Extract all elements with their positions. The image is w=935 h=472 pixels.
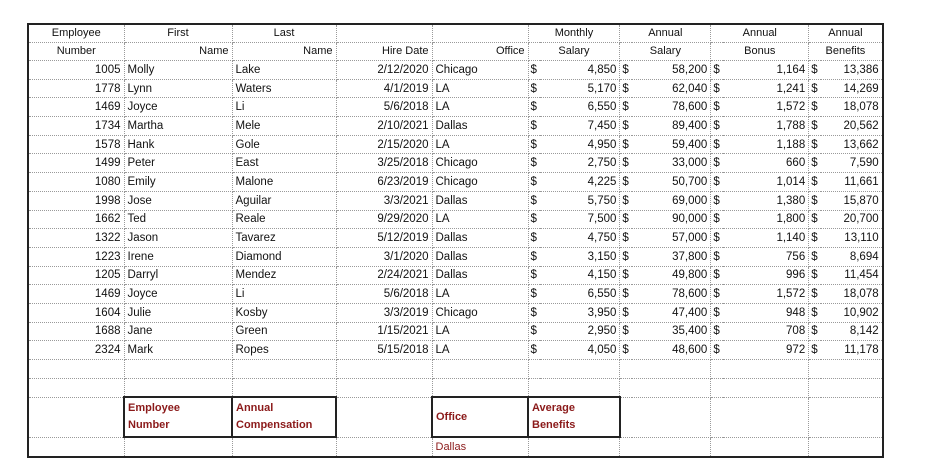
empty-cell[interactable] [809,437,883,457]
currency-sign: $ [620,285,632,304]
annual-compensation-label-line2: Compensation [236,419,313,432]
cell-bonus[interactable]: 1,241 [723,79,809,98]
cell-num[interactable]: 2324 [28,341,124,360]
cell-hire[interactable]: 2/10/2021 [336,117,432,136]
cell-monthly[interactable]: 4,150 [540,266,620,285]
cell-monthly[interactable]: 6,550 [540,98,620,117]
currency-sign: $ [809,98,821,117]
currency-sign: $ [528,173,540,192]
currency-sign: $ [620,229,632,248]
cell-monthly[interactable]: 7,500 [540,210,620,229]
header-last-name[interactable]: Last [232,24,336,43]
cell-bonus[interactable]: 1,380 [723,191,809,210]
currency-sign: $ [528,285,540,304]
currency-sign: $ [809,135,821,154]
cell-annual[interactable]: 50,700 [632,173,711,192]
currency-sign: $ [528,98,540,117]
table-row [28,266,883,285]
cell-last[interactable]: Reale [232,210,336,229]
annual-compensation-label[interactable] [232,397,336,437]
empty-cell[interactable] [28,397,124,437]
cell-office[interactable]: Dallas [432,229,528,248]
currency-sign: $ [711,266,723,285]
empty-cell[interactable] [28,378,124,397]
cell-benefits[interactable]: 13,662 [821,135,883,154]
cell-hire[interactable]: 5/12/2019 [336,229,432,248]
cell-annual[interactable]: 90,000 [632,210,711,229]
cell-benefits[interactable]: 10,902 [821,303,883,322]
cell-monthly[interactable]: 4,850 [540,61,620,80]
currency-sign: $ [809,154,821,173]
employee-number-label-line2: Number [128,419,170,432]
cell-last[interactable]: Tavarez [232,229,336,248]
cell-annual[interactable]: 78,600 [632,285,711,304]
cell-annual[interactable]: 47,400 [632,303,711,322]
cell-office[interactable]: LA [432,210,528,229]
cell-office[interactable]: LA [432,98,528,117]
currency-sign: $ [711,191,723,210]
cell-num[interactable]: 1322 [28,229,124,248]
header-first-name-2[interactable]: Name [124,43,232,61]
office-label[interactable]: Office [432,397,528,437]
currency-sign: $ [711,285,723,304]
currency-sign: $ [528,266,540,285]
currency-sign: $ [528,79,540,98]
table-row [28,154,883,173]
currency-sign: $ [711,229,723,248]
currency-sign: $ [711,247,723,266]
cell-bonus[interactable]: 1,788 [723,117,809,136]
empty-cell[interactable] [620,378,711,397]
currency-sign: $ [711,135,723,154]
cell-last[interactable]: Gole [232,135,336,154]
currency-sign: $ [620,322,632,341]
cell-hire[interactable]: 5/6/2018 [336,98,432,117]
cell-benefits[interactable]: 8,142 [821,322,883,341]
cell-monthly[interactable]: 5,170 [540,79,620,98]
cell-monthly[interactable]: 5,750 [540,191,620,210]
cell-benefits[interactable]: 15,870 [821,191,883,210]
cell-benefits[interactable]: 8,694 [821,247,883,266]
empty-cell[interactable] [232,360,336,379]
currency-sign: $ [809,266,821,285]
currency-sign: $ [528,117,540,136]
cell-hire[interactable]: 5/6/2018 [336,285,432,304]
cell-monthly[interactable]: 3,150 [540,247,620,266]
currency-sign: $ [711,341,723,360]
cell-annual[interactable]: 58,200 [632,61,711,80]
table-row [28,303,883,322]
empty-cell[interactable] [124,378,232,397]
currency-sign: $ [620,61,632,80]
empty-cell[interactable] [809,378,883,397]
cell-bonus[interactable]: 1,164 [723,61,809,80]
empty-cell[interactable] [28,360,124,379]
cell-office[interactable]: Dallas [432,247,528,266]
cell-last[interactable]: Li [232,98,336,117]
table-row [28,285,883,304]
cell-benefits[interactable]: 11,661 [821,173,883,192]
currency-sign: $ [809,303,821,322]
average-benefits-label-line1: Average [532,402,576,415]
empty-cell[interactable] [711,360,809,379]
cell-monthly[interactable]: 4,750 [540,229,620,248]
cell-num[interactable]: 1205 [28,266,124,285]
cell-benefits[interactable]: 11,454 [821,266,883,285]
empty-cell[interactable] [711,378,809,397]
header-monthly-salary-2[interactable]: Salary [528,43,620,61]
cell-hire[interactable]: 3/3/2019 [336,303,432,322]
currency-sign: $ [809,117,821,136]
cell-last[interactable]: Li [232,285,336,304]
cell-hire[interactable]: 3/3/2021 [336,191,432,210]
cell-first[interactable]: Mark [124,341,232,360]
cell-monthly[interactable]: 4,050 [540,341,620,360]
table-row [28,135,883,154]
cell-office[interactable]: Chicago [432,154,528,173]
cell-benefits[interactable]: 20,562 [821,117,883,136]
cell-office[interactable]: Dallas [432,266,528,285]
cell-bonus[interactable]: 660 [723,154,809,173]
currency-sign: $ [528,247,540,266]
currency-sign: $ [528,61,540,80]
cell-monthly[interactable]: 6,550 [540,285,620,304]
cell-bonus[interactable]: 1,188 [723,135,809,154]
cell-num[interactable]: 1469 [28,98,124,117]
header-first-name[interactable]: First [124,24,232,43]
currency-sign: $ [528,322,540,341]
empty-cell[interactable] [620,437,711,457]
cell-last[interactable]: East [232,154,336,173]
cell-annual[interactable]: 49,800 [632,266,711,285]
cell-first[interactable]: Darryl [124,266,232,285]
cell-first[interactable]: Irene [124,247,232,266]
empty-cell[interactable] [232,378,336,397]
currency-sign: $ [711,117,723,136]
cell-num[interactable]: 1223 [28,247,124,266]
cell-annual[interactable]: 33,000 [632,154,711,173]
cell-office[interactable]: Chicago [432,61,528,80]
header-row-bottom [28,43,883,61]
cell-annual[interactable]: 35,400 [632,322,711,341]
cell-benefits[interactable]: 14,269 [821,79,883,98]
cell-benefits[interactable]: 13,386 [821,61,883,80]
office-value-input[interactable]: Dallas [432,437,528,457]
header-annual-bonus-2[interactable]: Bonus [711,43,809,61]
cell-last[interactable]: Ropes [232,341,336,360]
cell-benefits[interactable]: 20,700 [821,210,883,229]
cell-first[interactable]: Joyce [124,285,232,304]
cell-num[interactable]: 1499 [28,154,124,173]
table-row [28,341,883,360]
annual-compensation-label-line1: Annual [236,402,274,415]
currency-sign: $ [711,322,723,341]
cell-office[interactable]: Chicago [432,173,528,192]
header-hire-date-2[interactable]: Hire Date [336,43,432,61]
cell-bonus[interactable]: 1,014 [723,173,809,192]
cell-annual[interactable]: 89,400 [632,117,711,136]
empty-cell[interactable] [232,437,336,457]
currency-sign: $ [528,135,540,154]
currency-sign: $ [528,229,540,248]
currency-sign: $ [528,303,540,322]
currency-sign: $ [620,135,632,154]
empty-cell[interactable] [432,378,528,397]
cell-office[interactable]: LA [432,79,528,98]
header-hire-date[interactable] [336,24,432,43]
currency-sign: $ [711,79,723,98]
empty-cell[interactable] [620,397,711,437]
empty-cell[interactable] [432,360,528,379]
header-annual-benefits-2[interactable]: Benefits [809,43,883,61]
table-row [28,210,883,229]
table-row [28,61,883,80]
cell-office[interactable]: Chicago [432,303,528,322]
cell-annual[interactable]: 48,600 [632,341,711,360]
currency-sign: $ [809,173,821,192]
header-employee-number[interactable]: Employee [28,24,124,43]
lookup-label-row [28,397,883,437]
cell-num[interactable]: 1662 [28,210,124,229]
currency-sign: $ [620,117,632,136]
cell-annual[interactable]: 57,000 [632,229,711,248]
header-office[interactable] [432,24,528,43]
cell-last[interactable]: Mele [232,117,336,136]
empty-cell[interactable] [711,437,809,457]
cell-hire[interactable]: 4/1/2019 [336,79,432,98]
cell-first[interactable]: Joyce [124,98,232,117]
empty-cell[interactable] [336,397,432,437]
cell-num[interactable]: 1080 [28,173,124,192]
currency-sign: $ [528,210,540,229]
cell-annual[interactable]: 59,400 [632,135,711,154]
cell-office[interactable]: Dallas [432,117,528,136]
cell-num[interactable]: 1778 [28,79,124,98]
empty-cell[interactable] [620,360,711,379]
cell-benefits[interactable]: 11,178 [821,341,883,360]
empty-cell[interactable] [528,378,620,397]
cell-last[interactable]: Diamond [232,247,336,266]
empty-cell[interactable] [28,437,124,457]
cell-first[interactable]: Molly [124,61,232,80]
cell-num[interactable]: 1604 [28,303,124,322]
currency-sign: $ [711,173,723,192]
empty-cell[interactable] [809,397,883,437]
currency-sign: $ [620,266,632,285]
currency-sign: $ [620,247,632,266]
table-row [28,117,883,136]
currency-sign: $ [711,98,723,117]
cell-first[interactable]: Julie [124,303,232,322]
cell-annual[interactable]: 69,000 [632,191,711,210]
cell-last[interactable]: Mendez [232,266,336,285]
cell-hire[interactable]: 1/15/2021 [336,322,432,341]
currency-sign: $ [809,229,821,248]
cell-num[interactable]: 1734 [28,117,124,136]
cell-benefits[interactable]: 18,078 [821,98,883,117]
table-row [28,322,883,341]
currency-sign: $ [809,341,821,360]
cell-first[interactable]: Emily [124,173,232,192]
header-last-name-2[interactable]: Name [232,43,336,61]
currency-sign: $ [809,210,821,229]
cell-monthly[interactable]: 3,950 [540,303,620,322]
table-row [28,247,883,266]
cell-bonus[interactable]: 1,140 [723,229,809,248]
currency-sign: $ [809,61,821,80]
currency-sign: $ [528,341,540,360]
cell-bonus[interactable]: 972 [723,341,809,360]
cell-hire[interactable]: 2/12/2020 [336,61,432,80]
empty-cell[interactable] [336,378,432,397]
currency-sign: $ [620,173,632,192]
cell-office[interactable]: LA [432,285,528,304]
cell-first[interactable]: Peter [124,154,232,173]
header-annual-salary-2[interactable]: Salary [620,43,711,61]
cell-first[interactable]: Lynn [124,79,232,98]
blank-row [28,378,883,397]
cell-last[interactable]: Waters [232,79,336,98]
cell-benefits[interactable]: 18,078 [821,285,883,304]
employee-number-label-line1: Employee [128,402,180,415]
cell-num[interactable]: 1469 [28,285,124,304]
lookup-value-row [28,437,883,457]
cell-hire[interactable]: 6/23/2019 [336,173,432,192]
cell-monthly[interactable]: 2,750 [540,154,620,173]
cell-office[interactable]: LA [432,135,528,154]
cell-bonus[interactable]: 996 [723,266,809,285]
cell-bonus[interactable]: 1,800 [723,210,809,229]
cell-first[interactable]: Jason [124,229,232,248]
cell-num[interactable]: 1998 [28,191,124,210]
currency-sign: $ [620,191,632,210]
table-row [28,173,883,192]
empty-cell[interactable] [528,360,620,379]
cell-first[interactable]: Jane [124,322,232,341]
currency-sign: $ [620,210,632,229]
cell-first[interactable]: Martha [124,117,232,136]
cell-annual[interactable]: 78,600 [632,98,711,117]
table-row [28,98,883,117]
cell-annual[interactable]: 37,800 [632,247,711,266]
employee-number-label[interactable] [124,397,232,437]
cell-monthly[interactable]: 4,950 [540,135,620,154]
cell-annual[interactable]: 62,040 [632,79,711,98]
currency-sign: $ [711,303,723,322]
cell-monthly[interactable]: 2,950 [540,322,620,341]
cell-last[interactable]: Green [232,322,336,341]
empty-cell[interactable] [528,437,620,457]
cell-bonus[interactable]: 1,572 [723,98,809,117]
currency-sign: $ [620,341,632,360]
cell-office[interactable]: LA [432,322,528,341]
cell-monthly[interactable]: 4,225 [540,173,620,192]
header-annual-benefits[interactable]: Annual [809,24,883,43]
cell-hire[interactable]: 9/29/2020 [336,210,432,229]
cell-last[interactable]: Aguilar [232,191,336,210]
empty-cell[interactable] [336,437,432,457]
cell-bonus[interactable]: 708 [723,322,809,341]
cell-benefits[interactable]: 7,590 [821,154,883,173]
cell-hire[interactable]: 2/24/2021 [336,266,432,285]
currency-sign: $ [528,191,540,210]
cell-last[interactable]: Malone [232,173,336,192]
blank-row [28,360,883,379]
cell-hire[interactable]: 3/1/2020 [336,247,432,266]
cell-office[interactable]: LA [432,341,528,360]
cell-bonus[interactable]: 948 [723,303,809,322]
header-employee-number-2[interactable]: Number [28,43,124,61]
header-row-top [28,24,883,43]
empty-cell[interactable] [809,360,883,379]
cell-last[interactable]: Lake [232,61,336,80]
table-row [28,191,883,210]
table-row [28,229,883,248]
cell-first[interactable]: Ted [124,210,232,229]
currency-sign: $ [620,154,632,173]
cell-bonus[interactable]: 1,572 [723,285,809,304]
currency-sign: $ [809,247,821,266]
currency-sign: $ [809,191,821,210]
cell-hire[interactable]: 3/25/2018 [336,154,432,173]
header-annual-salary[interactable]: Annual [620,24,711,43]
empty-cell[interactable] [336,360,432,379]
header-annual-bonus[interactable]: Annual [711,24,809,43]
cell-bonus[interactable]: 756 [723,247,809,266]
currency-sign: $ [809,322,821,341]
currency-sign: $ [620,303,632,322]
currency-sign: $ [711,210,723,229]
cell-hire[interactable]: 5/15/2018 [336,341,432,360]
currency-sign: $ [620,98,632,117]
cell-hire[interactable]: 2/15/2020 [336,135,432,154]
empty-cell[interactable] [124,437,232,457]
cell-benefits[interactable]: 13,110 [821,229,883,248]
empty-cell[interactable] [711,397,809,437]
currency-sign: $ [711,61,723,80]
cell-monthly[interactable]: 7,450 [540,117,620,136]
cell-first[interactable]: Hank [124,135,232,154]
currency-sign: $ [809,285,821,304]
average-benefits-label-line2: Benefits [532,419,576,432]
cell-office[interactable]: Dallas [432,191,528,210]
header-office-2[interactable]: Office [432,43,528,61]
cell-num[interactable]: 1005 [28,61,124,80]
cell-first[interactable]: Jose [124,191,232,210]
cell-num[interactable]: 1578 [28,135,124,154]
cell-num[interactable]: 1688 [28,322,124,341]
currency-sign: $ [620,79,632,98]
employee-spreadsheet [27,23,884,458]
cell-last[interactable]: Kosby [232,303,336,322]
currency-sign: $ [809,79,821,98]
currency-sign: $ [711,154,723,173]
currency-sign: $ [528,154,540,173]
empty-cell[interactable] [124,360,232,379]
table-row [28,79,883,98]
average-benefits-label[interactable] [528,397,620,437]
header-monthly-salary[interactable]: Monthly [528,24,620,43]
